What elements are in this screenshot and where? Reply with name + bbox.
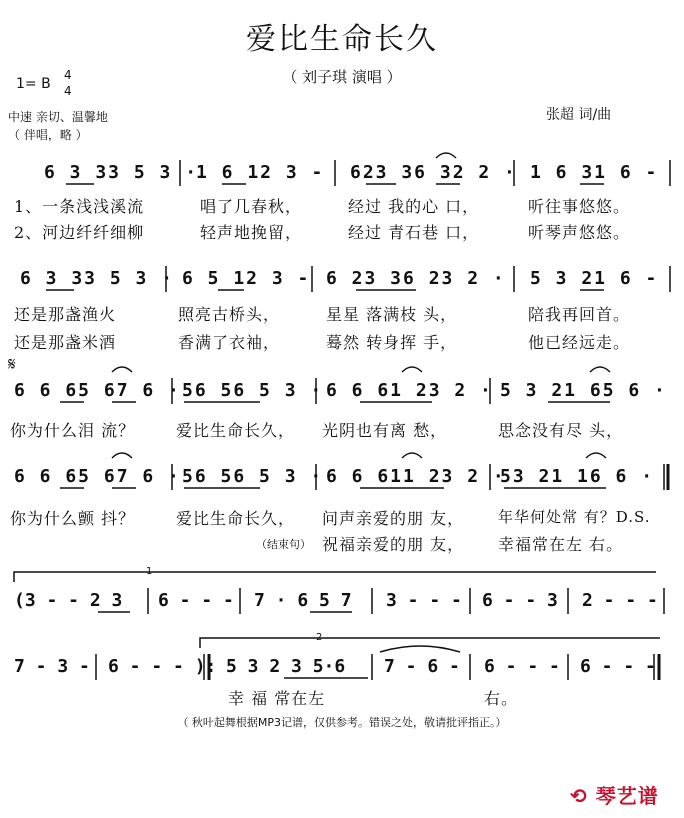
score-bar: 6 6 61 23 2 · [326, 380, 493, 401]
volta-2-number: 2 [316, 632, 323, 643]
score-bar: 53 21 16 6 · [500, 466, 655, 487]
lyric-line: 2、河边纤纤细柳 [14, 223, 145, 242]
final-lyric: 右。 [484, 689, 519, 708]
lyric-line: 1、一条浅浅溪流 [14, 197, 145, 216]
lyric-line: 还是那盏渔火 [14, 305, 117, 324]
score-bar: 6 6 65 67 6 · [14, 380, 181, 401]
lyric-line: 轻声地挽留， [200, 223, 303, 242]
lyric-line: 听往事悠悠。 [528, 197, 631, 216]
score-bar: 1 6 31 6 - [530, 162, 659, 183]
final-lyric: 幸 福 常在左 [228, 689, 326, 708]
score-bar: 5 3 2 3 5·6 [226, 656, 346, 677]
lyric-line: 陪我再回首。 [528, 305, 631, 324]
lyric-line: 光阴也有离 愁， [322, 421, 448, 440]
score-bar: 6 - - - [158, 590, 234, 611]
lyric-line: 你为什么泪 流？ [10, 421, 136, 440]
score-bar: 6 - - - ): [108, 656, 217, 677]
lyric-line: 照亮古桥头， [178, 305, 281, 324]
score-bar: 3 - - - [386, 590, 462, 611]
lyric-line: 经过 我的心 口， [348, 197, 480, 216]
singer-credit: （ 刘子琪 演唱 ） [282, 68, 402, 86]
ending-label: （结束句） [256, 538, 311, 551]
score-bar: 7 · 6 5 7 [254, 590, 352, 611]
lyric-line: 唱了几春秋， [200, 197, 303, 216]
lyric-line: 年华何处常 有？D.S. [498, 508, 651, 526]
lyric-line: 问声亲爱的朋 友， [322, 509, 465, 528]
lyric-line: 星星 落满枝 头， [326, 305, 458, 324]
score-bar: 6 6 611 23 2 · [326, 466, 506, 487]
volta-1-number: 1 [146, 566, 153, 577]
lyric-line: 还是那盏米酒 [14, 333, 117, 352]
ending-lyric: 祝福亲爱的朋 友， [322, 535, 465, 554]
lyric-line: 经过 青石巷 口， [348, 223, 480, 242]
lyric-line: 香满了衣袖， [178, 333, 281, 352]
lyric-line: 你为什么颤 抖？ [10, 509, 136, 528]
lyric-line: 蓦然 转身挥 手， [326, 333, 458, 352]
score-bar: 6 23 36 23 2 · [326, 268, 506, 289]
score-bar: 6 3 33 5 3 · [20, 268, 175, 289]
score-bar: 7 - 3 - [14, 656, 90, 677]
segno-sign: 𝄋 [8, 354, 16, 375]
lyric-line: 他已经远走。 [528, 333, 631, 352]
logo-mark-icon: ⟲ [570, 784, 596, 808]
logo-text: 琴艺谱 [595, 784, 659, 808]
score-bar: 56 56 5 3 · [182, 466, 324, 487]
score-bar: 6 3 33 5 3 · [44, 162, 199, 183]
score-bar: 2 - - - [582, 590, 658, 611]
transcription-note: （ 秋叶起舞根据MP3记谱，仅供参考。错误之处，敬请批评指正。） [177, 716, 507, 729]
lyric-line: 思念没有尽 头， [498, 421, 624, 440]
score-bar: 7 - 6 - [384, 656, 460, 677]
composer-credit: 张超 词/曲 [546, 107, 612, 123]
time-numerator: 4 [64, 68, 72, 82]
score-bar: 6 - - - [484, 656, 560, 677]
lyric-line: 爱比生命长久， [176, 421, 296, 440]
score-bar: 1 6 12 3 - [196, 162, 325, 183]
score-bar: 623 36 32 2 · [350, 162, 517, 183]
score-bar: 6 6 65 67 6 · [14, 466, 181, 487]
ending-lyric: 幸福常在左 右。 [498, 535, 624, 554]
score-bar: 56 56 5 3 · [182, 380, 324, 401]
score-bar: 6 - - - [580, 656, 656, 677]
score-bar: 6 - - 3 [482, 590, 558, 611]
song-title: 爱比生命长久 [246, 22, 438, 57]
score-bar: 6 5 12 3 - [182, 268, 311, 289]
score-bar: 5 3 21 65 6 · [500, 380, 667, 401]
accompaniment-note: （ 伴唱，略 ） [8, 128, 88, 142]
time-denominator: 4 [64, 84, 72, 98]
lyric-line: 爱比生命长久， [176, 509, 296, 528]
tempo-marking: 中速 亲切、温馨地 [8, 110, 108, 124]
key-signature: 1= B [16, 76, 51, 92]
score-bar: (3 - - 2 3 [14, 590, 123, 611]
score-bar: 5 3 21 6 - [530, 268, 659, 289]
lyric-line: 听琴声悠悠。 [528, 223, 631, 242]
